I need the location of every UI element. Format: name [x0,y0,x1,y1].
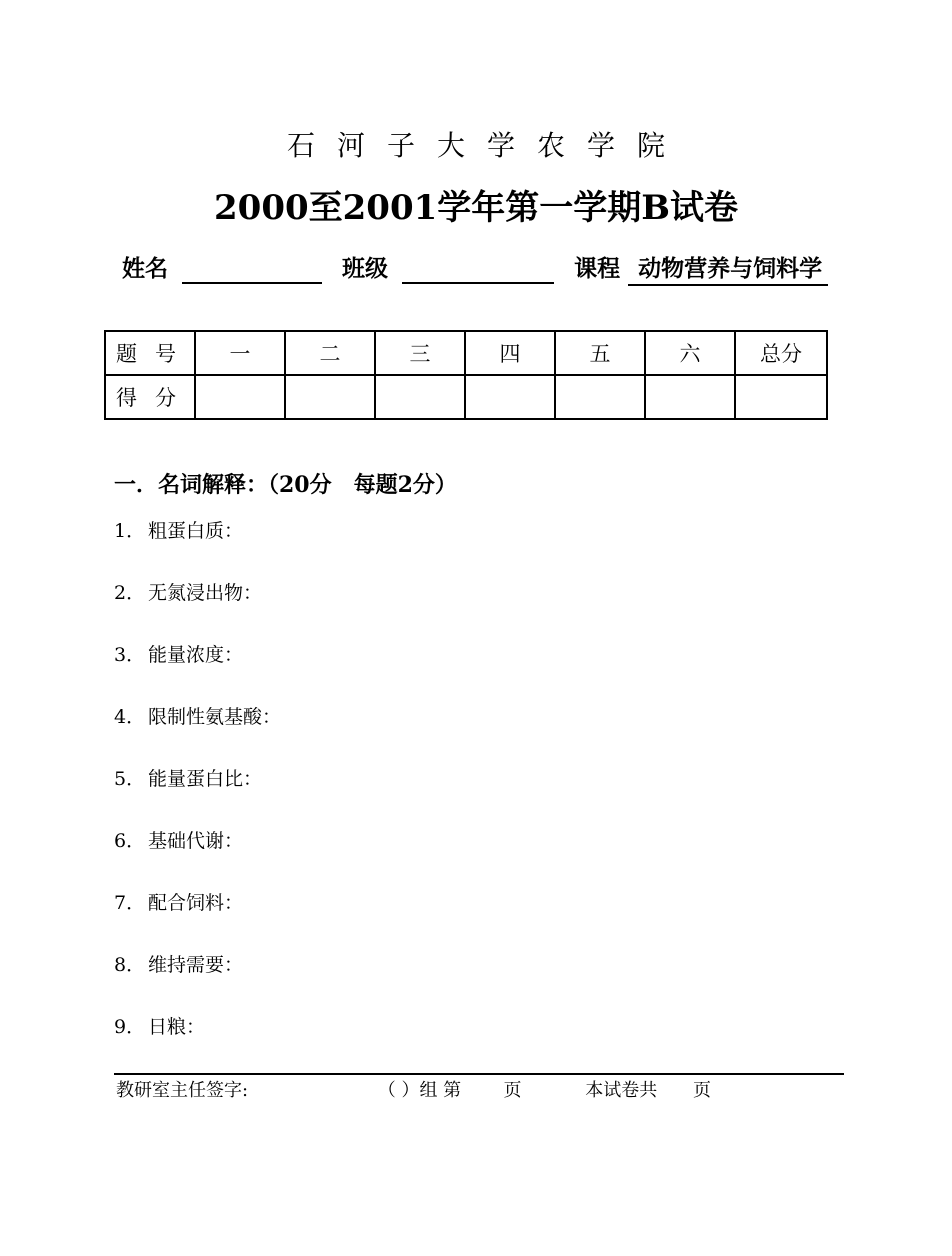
item-text: 配合饲料： [148,892,244,914]
item-text: 能量浓度： [148,644,244,666]
item-number: 1． [114,520,146,542]
item-number: 6． [114,830,146,852]
list-item [114,763,281,825]
item-number: 5． [114,768,146,790]
item-text: 限制性氨基酸： [148,706,282,728]
item-number: 9． [114,1016,146,1038]
score-table [104,330,828,420]
list-item [114,1011,281,1073]
list-item [114,701,281,763]
question-number-label: 题号 [105,331,195,375]
column-header: 总分 [735,331,827,375]
item-text: 粗蛋白质： [148,520,244,542]
list-item [114,577,281,639]
item-number: 8． [114,954,146,976]
class-field[interactable] [402,254,554,284]
name-label: 姓名 [122,255,168,282]
item-text: 能量蛋白比： [148,768,263,790]
page-footer [116,1078,711,1104]
score-cell[interactable] [645,375,735,419]
item-number: 3． [114,644,146,666]
column-header: 四 [465,331,555,375]
item-text: 无氮浸出物： [148,582,263,604]
item-number: 4． [114,706,146,728]
student-info-line [122,254,828,288]
column-header: 三 [375,331,465,375]
score-cell[interactable] [195,375,285,419]
total-page-unit: 页 [692,1080,711,1101]
item-text: 基础代谢： [148,830,244,852]
section-title: 一．名词解释：（20分 每题2分） [114,472,457,498]
course-value: 动物营养与饲料学 [628,254,828,286]
list-item [114,515,281,577]
page-label: 页 [503,1080,522,1101]
item-number: 7． [114,892,146,914]
term-list [114,515,281,1073]
list-item [114,949,281,1011]
signature-label: 教研室主任签字: [116,1080,249,1101]
course-label: 课程 [574,255,621,282]
exam-title: 2000至2001学年第一学期B试卷 [214,188,738,228]
score-cell[interactable] [375,375,465,419]
item-text: 维持需要： [148,954,244,976]
list-item [114,825,281,887]
score-cell[interactable] [555,375,645,419]
total-pages-label: 本试卷共 [585,1080,658,1101]
score-row [105,375,827,419]
list-item [114,887,281,949]
column-header: 二 [285,331,375,375]
score-cell[interactable] [285,375,375,419]
column-header: 一 [195,331,285,375]
footer-divider [114,1073,844,1075]
score-cell[interactable] [465,375,555,419]
group-page-label: （ ）组 第 [377,1080,462,1101]
column-header: 五 [555,331,645,375]
item-text: 日粮： [148,1016,206,1038]
class-label: 班级 [342,255,389,282]
school-name: 石河子大学农学院 [286,129,687,162]
list-item [114,639,281,701]
name-field[interactable] [182,254,322,284]
score-cell[interactable] [735,375,827,419]
column-header: 六 [645,331,735,375]
item-number: 2． [114,582,146,604]
question-number-row [105,331,827,375]
score-label: 得分 [105,375,195,419]
